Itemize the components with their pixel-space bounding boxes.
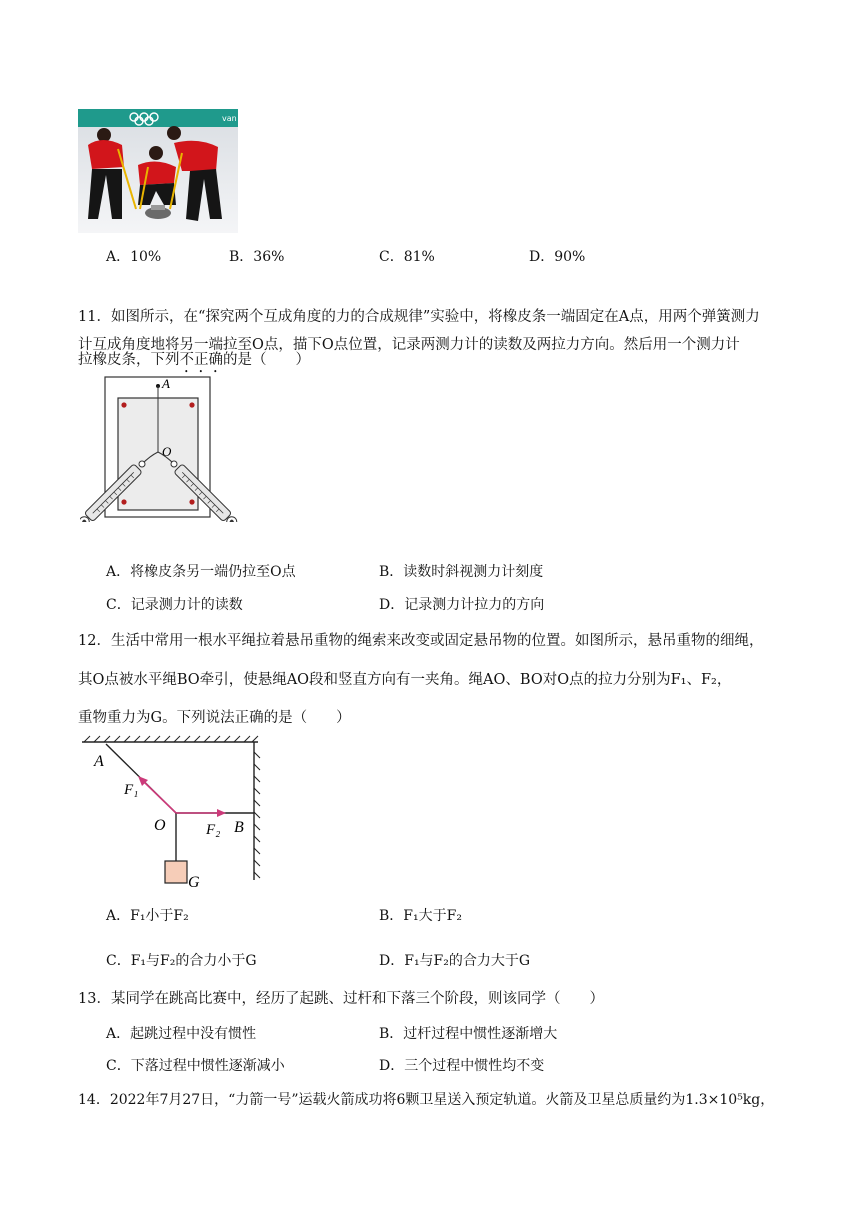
q11-stem-line-1: 11．如图所示，在“探究两个互成角度的力的合成规律”实验中，将橡皮条一端固定在A点，用两个弹簧测力: [78, 309, 760, 325]
q12-force-figure: [80, 734, 270, 890]
q11-option-b[interactable]: B．读数时斜视测力计刻度: [379, 564, 544, 580]
q11-stem-emphasis: 不正确: [179, 352, 223, 368]
q11-option-d[interactable]: D．记录测力计拉力的方向: [379, 597, 545, 613]
q11-label-a: A: [162, 376, 170, 391]
q12-label-g: G: [188, 874, 200, 890]
q12-label-a: A: [94, 753, 104, 770]
q11-stem-line-2: 计互成角度地将另一端拉至O点，描下O点位置，记录两测力计的读数及两拉力方向。然后用一个测力计: [78, 337, 740, 353]
q12-label-b: B: [234, 819, 244, 836]
q12-stem-line-2: 其O点被水平绳BO牵引，使悬绳AO段和竖直方向有一夹角。绳AO、BO对O点的拉力分别为F₁、F₂，: [78, 672, 732, 688]
q13-option-b[interactable]: B．过杆过程中惯性逐渐增大: [379, 1026, 558, 1042]
q14-stem: 14．2022年7月27日，“力箭一号”运载火箭成功将6颗卫星送入预定轨道。火箭及卫星总质量约为1.3×10⁵kg，: [78, 1092, 775, 1108]
q12-stem-line-1: 12．生活中常用一根水平绳拉着悬吊重物的绳索来改变或固定悬吊物的位置。如图所示，悬吊重物的细绳，: [78, 633, 764, 649]
q12-option-d[interactable]: D．F₁与F₂的合力大于G: [379, 953, 531, 969]
q12-option-a[interactable]: A．F₁小于F₂: [106, 908, 189, 924]
q10-option-d[interactable]: D．90%: [529, 249, 586, 265]
q12-option-b[interactable]: B．F₁大于F₂: [379, 908, 462, 924]
q13-option-d[interactable]: D．三个过程中惯性均不变: [379, 1058, 545, 1074]
q13-option-c[interactable]: C．下落过程中惯性逐渐减小: [106, 1058, 285, 1074]
q11-option-c[interactable]: C．记录测力计的读数: [106, 597, 243, 613]
q13-option-a[interactable]: A．起跳过程中没有惯性: [106, 1026, 257, 1042]
q10-option-a[interactable]: A．10%: [106, 249, 162, 265]
q11-stem-post: 的是（ ）: [223, 352, 310, 368]
q10-option-c[interactable]: C．81%: [379, 249, 435, 265]
q11-option-a[interactable]: A．将橡皮条另一端仍拉至O点: [106, 564, 296, 580]
curling-photo: [78, 109, 238, 233]
q12-label-f2: F₂: [206, 822, 221, 838]
q12-option-c[interactable]: C．F₁与F₂的合力小于G: [106, 953, 257, 969]
q11-experiment-figure: [80, 372, 250, 522]
q12-stem-line-3: 重物重力为G。下列说法正确的是（ ）: [78, 710, 351, 726]
q11-label-o: O: [162, 444, 172, 459]
q12-label-o: O: [154, 817, 166, 834]
q11-stem-pre: 拉橡皮条，下列: [78, 352, 180, 368]
q10-option-b[interactable]: B．36%: [229, 249, 285, 265]
q12-label-f1: F₁: [124, 782, 139, 798]
q13-stem: 13．某同学在跳高比赛中，经历了起跳、过杆和下落三个阶段，则该同学（ ）: [78, 991, 604, 1007]
photo-watermark: van: [222, 114, 237, 123]
